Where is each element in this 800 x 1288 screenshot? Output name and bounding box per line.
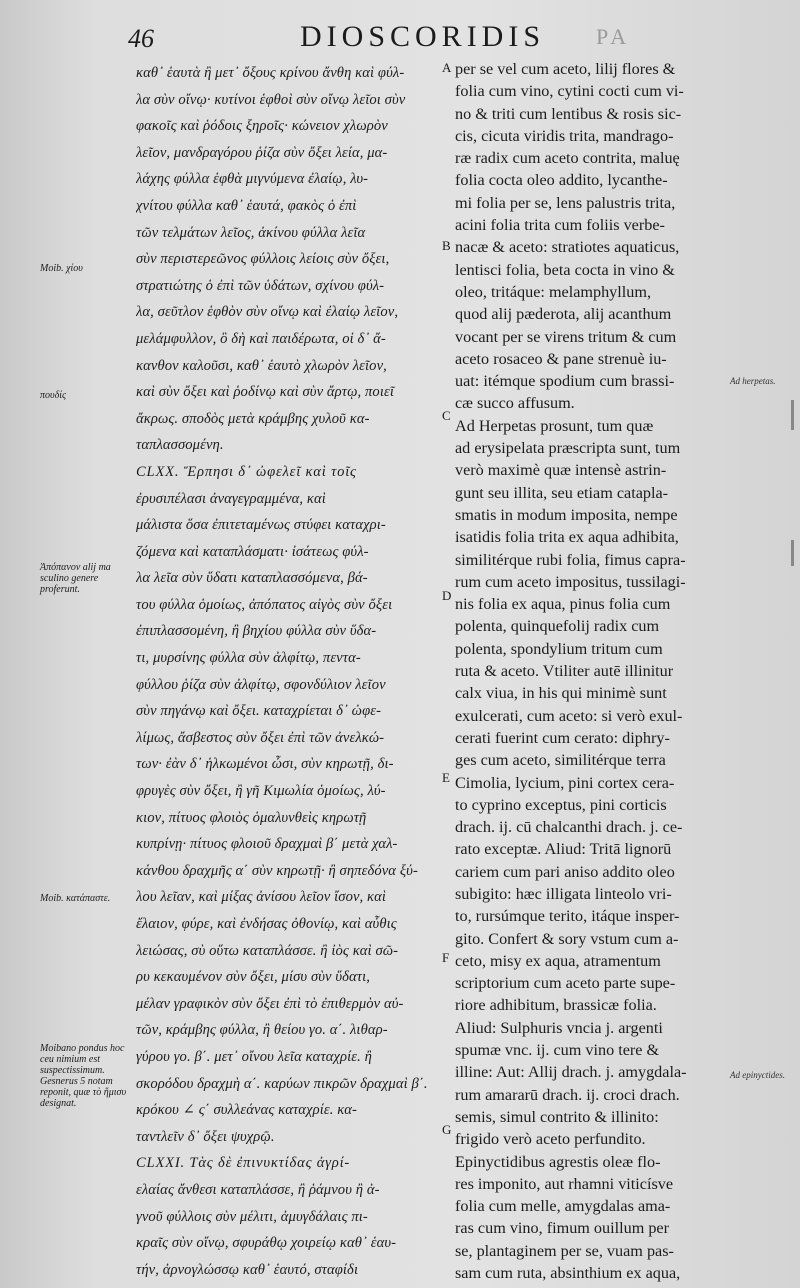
latin-text-line: to, rursúmque terito, itáque insper- (455, 907, 680, 926)
latin-text-line: cerati fuerint cum cerato: diphry- (455, 728, 670, 747)
greek-text-line: κυπρίνῃ· πίτυος φλοιοῦ δραχμαὶ β΄ μετὰ χαλ- (136, 836, 398, 853)
latin-text-line: oleo, tritáque: melamphyllum, (455, 282, 652, 301)
page-number: 46 (128, 24, 154, 53)
greek-text-line: ταπλασσομένη. (136, 437, 224, 454)
latin-text-line: cariem cum pari aniso addito oleo (455, 862, 675, 881)
greek-text-line: φακοῖς καὶ ῥόδοις ξηροῖς· κώνειον χλωρὸν (136, 118, 388, 135)
greek-text-line: ελαίας ἄνθεσι καταπλάσσε, ἢ ῥάμνου ἢ ἀ- (136, 1181, 380, 1198)
latin-text-line: Cimolia, lycium, pini cortex cera- (455, 773, 675, 792)
latin-text-line: folia cum melle, amygdalas ama- (455, 1197, 671, 1216)
latin-text-line: calx viua, in his qui minimè sunt (455, 684, 667, 703)
greek-text-line: ἐπιπλασσομένη, ἢ βηχίου φύλλα σὺν ὕδα- (136, 623, 377, 640)
latin-text-line: illine: Aut: Allij drach. j. amygdala- (455, 1063, 687, 1082)
section-letter: D (442, 588, 452, 603)
greek-text-line: λα λεῖα σὺν ὕδατι καταπλασσόμενα, βά- (136, 570, 368, 587)
latin-text-line: riore adhibitum, brassicæ folia. (455, 996, 657, 1015)
latin-text-line: to cyprino exceptus, pini corticis (455, 795, 667, 814)
greek-text-line: λίμως, ἄσβεστος σὺν ὄξει ἐπὶ τῶν ἀνελκώ- (136, 729, 385, 746)
page-edge-mark (791, 540, 794, 566)
latin-text-line: frigido verò aceto perfundito. (455, 1130, 646, 1149)
latin-text-line: semis, simul contrito & illinito: (455, 1107, 659, 1126)
right-margin-note: Ad herpetas. (730, 376, 776, 386)
latin-text-line: cæ succo affusum. (455, 394, 575, 413)
latin-text-line: rato exceptæ. Aliud: Tritā lignorū (455, 840, 672, 859)
latin-text-line: polenta, quinquefolij radix cum (455, 617, 660, 636)
latin-text-line: spumæ vnc. ij. cum vino tere & (455, 1041, 660, 1060)
latin-text-line: scriptorium cum aceto parte supe- (455, 974, 676, 993)
latin-text-line: uat: itémque spodium cum brassi- (455, 372, 675, 391)
greek-text-line: λα σὺν οἴνῳ· κυτίνοι ἑφθοὶ σὺν οἴνῳ λεῖοι σὺν (136, 91, 406, 108)
greek-text-line: ἐρυσιπέλασι ἀναγεγραμμένα, καὶ (136, 490, 326, 507)
greek-text-line: ἔλαιον, φύρε, καὶ ἐνδήσας ὀθονίῳ, καὶ αὖθις (136, 916, 397, 932)
latin-text-line: drach. ij. cū chalcanthi drach. j. ce- (455, 818, 683, 837)
latin-text-line: se, plantaginem per se, vuam pas- (455, 1241, 674, 1260)
section-letter: B (442, 238, 451, 253)
margin-note: Moib. κατάπαστε. (40, 893, 111, 904)
latin-text-line: rum cum aceto impositus, tussilagi- (455, 572, 686, 591)
greek-text-line: ρυ κεκαυμένον σὺν ὄξει, μίσυ σὺν ὕδατι, (136, 969, 371, 986)
greek-text-line: κάνθου δραχμῆς α΄ σὺν κηρωτῇ· ἢ σηπεδόνα ξύ- (136, 862, 418, 879)
latin-text-line: ad erysipelata præscripta sunt, tum (455, 439, 681, 458)
latin-text-line: verò maximè quæ intensè astrin- (455, 461, 667, 480)
greek-text-line: χνίτου φύλλα καθ᾽ ἑαυτά, φακὸς ὁ ἐπὶ (136, 197, 357, 214)
greek-text-line: λειώσας, σὺ οὕτω καταπλάσσε. ἢ ἰὸς καὶ σῶ- (136, 942, 399, 959)
latin-text-line: Aliud: Sulphuris vncia j. argenti (455, 1018, 663, 1037)
margin-note: Ἀπόπανον alij ma sculino genere proferunt. (40, 562, 111, 595)
greek-text-line: μέλαν γραφικὸν σὺν ὄξει ἐπὶ τὸ ἐπιθερμὸν αὐ- (136, 995, 404, 1012)
greek-text-line: λα, σεῦτλον ἑφθὸν σὺν οἴνῳ καὶ ἐλαίῳ λεῖον, (136, 304, 399, 321)
latin-text-line: smatis in modum imposita, nempe (455, 505, 678, 524)
latin-text-line: gunt seu illita, seu etiam catapla- (455, 483, 669, 502)
bleed-through-text: PA (596, 24, 631, 49)
latin-text-line: subigito: hæc illigata linteolo vri- (455, 884, 672, 903)
greek-text-line: λάχης φύλλα ἑφθὰ μιγνύμενα ἐλαίῳ, λυ- (136, 171, 369, 188)
latin-text-line: Ad Herpetas prosunt, tum quæ (455, 416, 654, 435)
greek-text-line: καθ᾽ ἑαυτὰ ἢ μετ᾽ ὄξους κρίνου ἄνθη καὶ φύλ- (136, 65, 405, 81)
latin-text-line: ges cum aceto, similitérque terra (455, 751, 666, 770)
greek-text-line: κιον, πίτυος φλοιὸς ὁμαλυνθεὶς κηρωτῇ (136, 809, 367, 826)
greek-text-line: γνοῦ φύλλοις σὺν μέλιτι, ἀμυγδάλαις πι- (136, 1208, 368, 1225)
greek-text-line: γύρου γο. β΄. μετ᾽ οἴνου λεῖα καταχρίε. ἢ (136, 1048, 372, 1065)
greek-text-line: ταντλεῖν δ᾽ ὄξει ψυχρῷ. (136, 1128, 275, 1145)
greek-text-column (136, 60, 436, 1285)
latin-text-line: ceto, misy ex aqua, atramentum (455, 951, 661, 970)
latin-text-line: res imponito, aut rhamni viticísve (455, 1174, 674, 1193)
greek-text-line: φύλλου ῥίζα σὺν ἀλφίτῳ, σφονδύλιον λεῖον (136, 676, 386, 693)
latin-text-line: nis folia ex aqua, pinus folia cum (455, 595, 671, 614)
latin-text-line: acini folia trita cum foliis verbe- (455, 216, 665, 235)
greek-text-line: κρόκου ∠ ς΄ συλλεάνας καταχρίε. κα- (136, 1102, 358, 1119)
greek-text-line: μελάμφυλλον, ὃ δὴ καὶ παιδέρωτα, οἱ δ᾽ ἄ- (136, 330, 386, 347)
latin-text-line: exulcerati, cum aceto: si verò exul- (455, 706, 683, 725)
latin-text-line: mi folia per se, lens palustris trita, (455, 193, 676, 212)
latin-text-line: folia cocta oleo addito, lycanthe- (455, 171, 668, 190)
greek-text-line: στρατιώτης ὁ ἐπὶ τῶν ὑδάτων, σχίνου φύλ- (136, 277, 385, 294)
latin-text-line: gito. Confert & sory vstum cum a- (455, 929, 679, 948)
greek-text-line: ζόμενα καὶ καταπλάσματι· ἰσάτεως φύλ- (136, 543, 369, 560)
latin-text-column (455, 58, 790, 1288)
greek-text-line: τι, μυρσίνης φύλλα σὺν ἀλφίτῳ, πεντα- (136, 650, 361, 667)
greek-text-line: σὺν πηγάνῳ καὶ ὄξει. καταχρίεται δ᾽ ὠφε- (136, 703, 382, 720)
page-edge-mark (791, 400, 794, 430)
margin-note: πουδίς (40, 390, 67, 401)
latin-text-line: nacæ & aceto: stratiotes aquaticus, (455, 238, 680, 257)
latin-text-line: polenta, spondylium tritum cum (455, 639, 663, 658)
greek-text-line: κανθον καλοῦσι, καθ᾽ ἑαυτὸ χλωρὸν λεῖον, (136, 357, 387, 374)
margin-note: Moibano pondus hoc ceu nimium est suspectissimum. Gesnerus 5 notam reponit, quæ τὸ ἥμισυ designat. (40, 1043, 127, 1109)
greek-text-line: CLXX. Ἕρπησι δ᾽ ὠφελεῖ καὶ τοῖς (136, 463, 357, 480)
section-letter: G (442, 1122, 452, 1137)
greek-text-line: λεῖον, μανδραγόρου ῥίζα σὺν ὄξει λεία, μα- (136, 144, 388, 161)
latin-text-line: folia cum vino, cytini cocti cum vi- (455, 82, 684, 101)
latin-text-line: per se vel cum aceto, lilij flores & (455, 60, 676, 78)
latin-text-line: Epinyctidibus agrestis oleæ flo- (455, 1152, 661, 1171)
greek-text-line: φρυγὲς σὺν ὄξει, ἢ γῆ Κιμωλία ὁμοίως, λύ- (136, 783, 386, 800)
latin-text-line: ræ radix cum aceto contrita, maluę (455, 149, 680, 168)
latin-text-line: ruta & aceto. Vtiliter autē illinitur (455, 662, 674, 681)
greek-text-line: κραῖς σὺν οἴνῳ, σφυράθῳ χοιρείῳ καθ᾽ ἑαυ- (136, 1235, 397, 1252)
section-letter: F (442, 950, 450, 965)
latin-text-line: isatidis folia trita ex aqua adhibita, (455, 528, 679, 547)
latin-text-line: vocant per se virens tritum & cum (455, 327, 677, 346)
latin-text-line: sam cum ruta, absinthium ex aqua, (455, 1264, 681, 1283)
greek-text-line: τῶν, κράμβης φύλλα, ἢ θείου γο. α΄. λιθαρ- (136, 1022, 388, 1039)
greek-text-line: τήν, ἀρνογλώσσῳ καθ᾽ ἑαυτό, σταφίδι (136, 1261, 359, 1278)
right-margin-note: Ad epinyctides. (730, 1070, 785, 1080)
latin-text-line: quod alij pæderota, alij acanthum (455, 305, 672, 324)
greek-text-line: των· ἐὰν δ᾽ ἡλκωμένοι ὦσι, σὺν κηρωτῇ, δι- (136, 756, 394, 773)
latin-text-line: aceto rosaceo & pane strenuè iu- (455, 349, 667, 368)
section-letter: A (442, 60, 452, 75)
latin-text-line: cis, cicuta viridis trita, mandrago- (455, 126, 674, 145)
section-letter: C (442, 408, 451, 423)
greek-text-line: λου λεῖαν, καὶ μίξας ἀνίσου λεῖον ἴσον, καὶ (136, 889, 387, 906)
latin-text-line: rum amararū drach. ij. croci drach. (455, 1085, 680, 1104)
greek-text-line: CLXXI. Τὰς δὲ ἐπινυκτίδας ἀγρί- (136, 1155, 351, 1172)
latin-text-line: lentisci folia, beta cocta in vino & (455, 260, 675, 279)
greek-text-line: του φύλλα ὁμοίως, ἀπόπατος αἰγὸς σὺν ὄξει (136, 596, 393, 613)
latin-text-line: ras cum vino, fimum ouillum per (455, 1219, 670, 1238)
left-margin-notes (40, 0, 130, 1288)
greek-text-line: σκορόδου δραχμὴ α΄. καρύων πικρῶν δραχμαὶ β΄. (136, 1075, 428, 1092)
greek-text-line: μάλιστα ὅσα ἐπιτεταμένως στύφει καταχρι- (136, 517, 386, 534)
greek-text-line: καὶ σὺν ὄξει καὶ ῥοδίνῳ καὶ σὺν ἄρτῳ, ποιεῖ (136, 384, 394, 401)
greek-text-line: τῶν τελμάτων λεῖος, ἀκίνου φύλλα λεῖα (136, 224, 366, 241)
running-head: DIOSCORIDIS (300, 20, 546, 53)
latin-text-line: similitérque rubi folia, fimus capra- (455, 550, 686, 569)
margin-note: Moib. χίου (40, 263, 83, 274)
greek-text-line: σὺν περιστερεῶνος φύλλοις λείοις σὺν ὄξει, (136, 251, 390, 268)
latin-text-line: no & triti cum lentibus & rosis sic- (455, 104, 682, 123)
section-letter: E (442, 770, 450, 785)
greek-text-line: ἄκρως. σποδὸς μετὰ κράμβης χυλοῦ κα- (136, 410, 370, 427)
